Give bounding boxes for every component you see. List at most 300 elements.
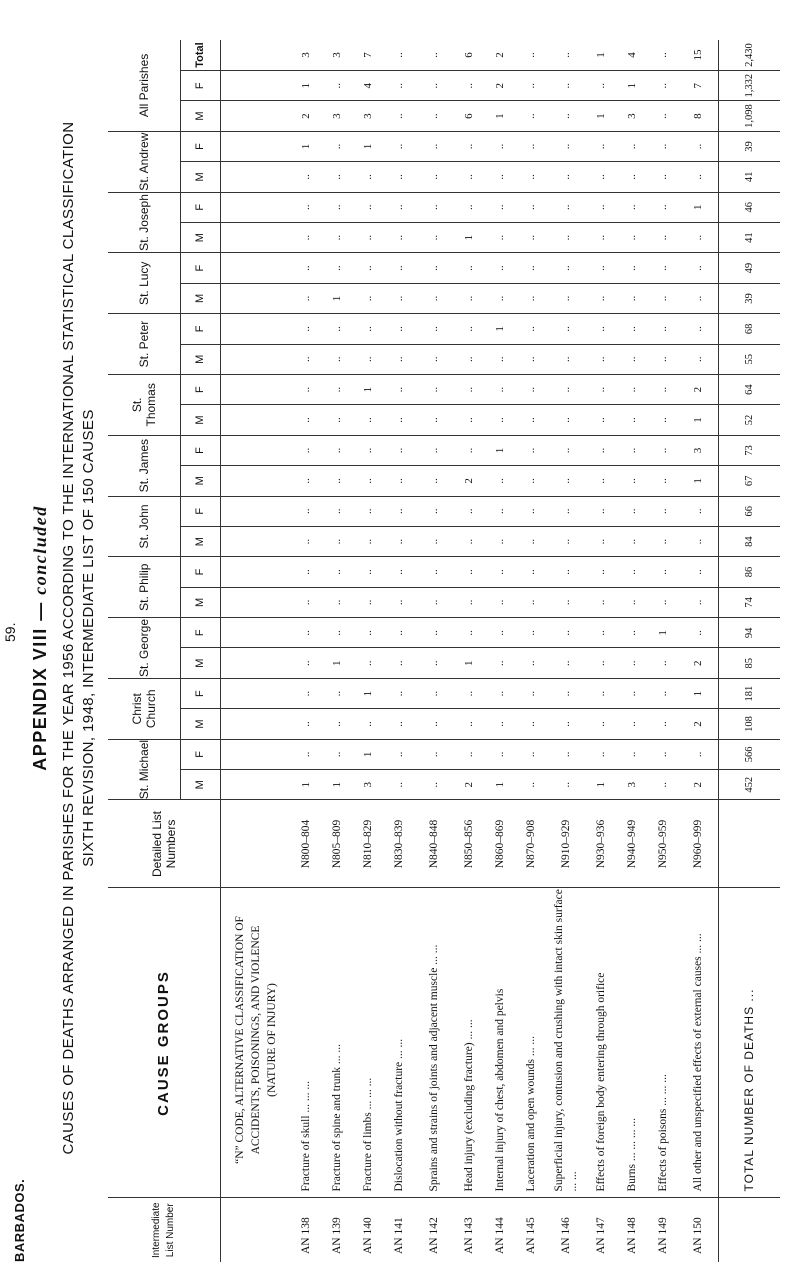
value-cell: ..: [454, 162, 485, 192]
value-cell: ..: [291, 222, 322, 252]
value-cell: ..: [321, 435, 352, 465]
value-cell: ..: [321, 405, 352, 435]
value-cell: ..: [546, 344, 586, 374]
value-cell: 2: [485, 71, 516, 101]
intermediate-code: AN 150: [692, 1217, 705, 1254]
blank-value-cell: [220, 162, 291, 192]
value-cell: ..: [414, 253, 454, 283]
value-cell: ..: [617, 253, 648, 283]
total-value-cell: 66: [718, 496, 780, 526]
value-cell: ..: [546, 709, 586, 739]
sex-header-f: F: [180, 678, 220, 708]
total-row: [718, 40, 780, 1262]
value-cell: ..: [352, 344, 383, 374]
sex-header-f: F: [180, 314, 220, 344]
value-cell: ..: [383, 526, 414, 556]
value-cell: ..: [414, 71, 454, 101]
value-cell: ..: [546, 222, 586, 252]
value-cell: ..: [321, 678, 352, 708]
table-row: [546, 40, 586, 1262]
total-value-cell: 41: [718, 162, 780, 192]
value-cell: ..: [617, 618, 648, 648]
value-cell: ..: [291, 374, 322, 404]
value-cell: ..: [586, 526, 617, 556]
value-cell: 15: [678, 40, 718, 71]
value-cell: 1: [291, 770, 322, 800]
value-cell: ..: [454, 374, 485, 404]
value-cell: ..: [586, 557, 617, 587]
sex-header-m: M: [180, 405, 220, 435]
value-cell: ..: [648, 557, 679, 587]
table-row: [383, 40, 414, 1262]
value-cell: ..: [485, 222, 516, 252]
value-cell: ..: [586, 374, 617, 404]
value-cell: ..: [515, 131, 546, 161]
blank-code-cell: [220, 1198, 291, 1262]
value-cell: ..: [546, 526, 586, 556]
value-cell: ..: [352, 526, 383, 556]
total-value-cell: 41: [718, 222, 780, 252]
parish-header-christ-church: Christ Church: [108, 678, 180, 739]
sex-header-f: F: [180, 253, 220, 283]
blank-value-cell: [220, 405, 291, 435]
value-cell: ..: [321, 314, 352, 344]
value-cell: ..: [352, 618, 383, 648]
intermediate-list-number-header: Intermediate List Number: [108, 1198, 220, 1262]
value-cell: ..: [617, 435, 648, 465]
value-cell: ..: [291, 192, 322, 222]
value-cell: ..: [617, 496, 648, 526]
total-value-cell: 85: [718, 648, 780, 678]
value-cell: ..: [485, 648, 516, 678]
value-cell: ..: [546, 253, 586, 283]
sex-header-m: M: [180, 344, 220, 374]
blank-value-cell: [220, 40, 291, 71]
value-cell: ..: [454, 71, 485, 101]
value-cell: ..: [291, 557, 322, 587]
value-cell: 1: [586, 770, 617, 800]
value-cell: ..: [648, 466, 679, 496]
value-cell: ..: [291, 739, 322, 769]
value-cell: ..: [383, 587, 414, 617]
value-cell: 1: [678, 466, 718, 496]
value-cell: ..: [586, 466, 617, 496]
value-cell: ..: [321, 131, 352, 161]
value-cell: ..: [648, 587, 679, 617]
sex-header-f: F: [180, 496, 220, 526]
value-cell: ..: [383, 770, 414, 800]
table-row: [648, 40, 679, 1262]
parish-header-st-andrew: St. Andrew: [108, 131, 180, 192]
blank-value-cell: [220, 192, 291, 222]
value-cell: ..: [515, 314, 546, 344]
value-cell: 1: [291, 131, 322, 161]
value-cell: ..: [352, 435, 383, 465]
value-cell: ..: [291, 678, 322, 708]
section-heading-line1: “N” CODE, ALTERNATIVE CLASSIFICATION OF: [233, 916, 246, 1164]
value-cell: ..: [291, 344, 322, 374]
value-cell: ..: [291, 709, 322, 739]
value-cell: ..: [678, 253, 718, 283]
value-cell: ..: [515, 222, 546, 252]
total-value-cell: 86: [718, 557, 780, 587]
value-cell: ..: [454, 253, 485, 283]
value-cell: ..: [678, 162, 718, 192]
sex-header-m: M: [180, 587, 220, 617]
value-cell: ..: [648, 770, 679, 800]
table-row: [678, 40, 718, 1262]
parish-header-st-john: St. John: [108, 496, 180, 557]
value-cell: ..: [546, 496, 586, 526]
value-cell: ..: [291, 283, 322, 313]
sex-header-f: F: [180, 435, 220, 465]
value-cell: ..: [648, 192, 679, 222]
value-cell: ..: [546, 131, 586, 161]
value-cell: ..: [515, 405, 546, 435]
value-cell: ..: [678, 587, 718, 617]
parish-header-st-lucy: St. Lucy: [108, 253, 180, 314]
total-value-cell: 52: [718, 405, 780, 435]
value-cell: ..: [352, 253, 383, 283]
sex-header-f: F: [180, 618, 220, 648]
value-cell: ..: [383, 192, 414, 222]
value-cell: ..: [648, 162, 679, 192]
value-cell: ..: [383, 374, 414, 404]
value-cell: ..: [586, 162, 617, 192]
value-cell: ..: [485, 557, 516, 587]
total-value-cell: 452: [718, 770, 780, 800]
sex-header-m: M: [180, 709, 220, 739]
blank-value-cell: [220, 709, 291, 739]
value-cell: ..: [515, 526, 546, 556]
total-value-cell: 566: [718, 739, 780, 769]
value-cell: ..: [586, 587, 617, 617]
section-heading-line3: (NATURE OF INJURY): [265, 983, 278, 1097]
detail-code: N950–959: [648, 800, 679, 888]
value-cell: ..: [454, 435, 485, 465]
value-cell: ..: [383, 557, 414, 587]
value-cell: ..: [648, 435, 679, 465]
value-cell: ..: [291, 253, 322, 283]
intermediate-code: AN 141: [392, 1217, 405, 1254]
value-cell: ..: [352, 496, 383, 526]
value-cell: 3: [291, 40, 322, 71]
value-cell: 4: [352, 71, 383, 101]
value-cell: ..: [586, 283, 617, 313]
value-cell: ..: [291, 648, 322, 678]
value-cell: ..: [352, 222, 383, 252]
value-cell: ..: [485, 526, 516, 556]
value-cell: ..: [383, 131, 414, 161]
blank-value-cell: [220, 253, 291, 283]
intermediate-code: AN 145: [524, 1217, 537, 1254]
value-cell: ..: [414, 739, 454, 769]
intermediate-code: AN 140: [361, 1217, 374, 1254]
value-cell: ..: [586, 131, 617, 161]
value-cell: ..: [546, 648, 586, 678]
value-cell: ..: [291, 496, 322, 526]
sex-header-m: M: [180, 648, 220, 678]
detailed-list-header: Detailed List Numbers: [108, 800, 220, 888]
value-cell: ..: [648, 526, 679, 556]
value-cell: 3: [352, 770, 383, 800]
value-cell: 6: [454, 40, 485, 71]
sex-header-f: F: [180, 374, 220, 404]
value-cell: ..: [454, 557, 485, 587]
value-cell: ..: [383, 71, 414, 101]
value-cell: ..: [454, 739, 485, 769]
value-cell: ..: [485, 253, 516, 283]
value-cell: ..: [414, 648, 454, 678]
value-cell: 1: [617, 71, 648, 101]
total-value-cell: 74: [718, 587, 780, 617]
value-cell: ..: [383, 40, 414, 71]
value-cell: ..: [352, 587, 383, 617]
value-cell: ..: [383, 344, 414, 374]
table-row: [321, 40, 352, 1262]
value-cell: ..: [383, 162, 414, 192]
value-cell: ..: [454, 618, 485, 648]
value-cell: ..: [485, 496, 516, 526]
value-cell: ..: [454, 587, 485, 617]
blank-value-cell: [220, 344, 291, 374]
total-value-cell: 46: [718, 192, 780, 222]
value-cell: ..: [321, 71, 352, 101]
value-cell: 2: [678, 374, 718, 404]
value-cell: 1: [321, 648, 352, 678]
value-cell: ..: [485, 709, 516, 739]
cause-label: Dislocation without fracture ... ...: [383, 888, 414, 1198]
value-cell: ..: [454, 678, 485, 708]
value-cell: ..: [678, 283, 718, 313]
value-cell: ..: [352, 466, 383, 496]
value-cell: ..: [648, 314, 679, 344]
value-cell: ..: [617, 557, 648, 587]
value-cell: ..: [383, 739, 414, 769]
value-cell: 2: [678, 648, 718, 678]
intermediate-code: AN 147: [595, 1217, 608, 1254]
table-row: [617, 40, 648, 1262]
value-cell: ..: [454, 405, 485, 435]
value-cell: ..: [383, 283, 414, 313]
sex-header-m: M: [180, 162, 220, 192]
value-cell: ..: [321, 162, 352, 192]
value-cell: 1: [678, 405, 718, 435]
parish-header-st-philip: St. Philip: [108, 557, 180, 618]
table-row: [414, 40, 454, 1262]
value-cell: 1: [678, 192, 718, 222]
value-cell: 1: [485, 101, 516, 131]
value-cell: ..: [546, 557, 586, 587]
detail-code: N870–908: [515, 800, 546, 888]
intermediate-code: AN 149: [657, 1217, 670, 1254]
detail-code: N850–856: [454, 800, 485, 888]
total-value-cell: 64: [718, 374, 780, 404]
value-cell: ..: [678, 739, 718, 769]
value-cell: ..: [515, 678, 546, 708]
value-cell: ..: [454, 344, 485, 374]
value-cell: ..: [321, 496, 352, 526]
value-cell: 1: [485, 314, 516, 344]
value-cell: 1: [454, 648, 485, 678]
total-value-cell: 2,430: [718, 40, 780, 71]
value-cell: ..: [648, 222, 679, 252]
value-cell: ..: [515, 466, 546, 496]
value-cell: ..: [678, 618, 718, 648]
blank-value-cell: [220, 618, 291, 648]
cause-label: Burns ... ... ... ...: [617, 888, 648, 1198]
value-cell: ..: [586, 678, 617, 708]
value-cell: ..: [678, 344, 718, 374]
table-title-line2: SIXTH REVISION, 1948, INTERMEDIATE LIST OF 150 CAUSES: [80, 409, 97, 867]
sex-header-m: M: [180, 466, 220, 496]
value-cell: ..: [321, 739, 352, 769]
value-cell: ..: [352, 283, 383, 313]
value-cell: ..: [546, 770, 586, 800]
value-cell: ..: [414, 101, 454, 131]
value-cell: ..: [414, 344, 454, 374]
value-cell: ..: [414, 283, 454, 313]
value-cell: ..: [321, 587, 352, 617]
value-cell: 1: [648, 618, 679, 648]
value-cell: ..: [648, 405, 679, 435]
value-cell: ..: [617, 283, 648, 313]
detail-code: N800–804: [291, 800, 322, 888]
value-cell: ..: [291, 314, 322, 344]
sex-header-f: F: [180, 192, 220, 222]
value-cell: ..: [414, 557, 454, 587]
total-value-cell: 94: [718, 618, 780, 648]
total-value-cell: 1,098: [718, 101, 780, 131]
value-cell: ..: [454, 526, 485, 556]
value-cell: ..: [414, 314, 454, 344]
intermediate-code: AN 138: [299, 1217, 312, 1254]
total-value-cell: 55: [718, 344, 780, 374]
value-cell: ..: [586, 222, 617, 252]
value-cell: ..: [414, 496, 454, 526]
value-cell: ..: [617, 526, 648, 556]
value-cell: ..: [617, 709, 648, 739]
value-cell: 3: [321, 101, 352, 131]
table-title-line1: CAUSES OF DEATHS ARRANGED IN PARISHES FOR THE YEAR 1956 ACCORDING TO THE INTERNATIONAL STATISTICAL CLASSIFICATION: [60, 121, 77, 1155]
value-cell: 2: [678, 709, 718, 739]
sex-header-f: F: [180, 557, 220, 587]
parish-header-st-james: St. James: [108, 435, 180, 496]
blank-value-cell: [220, 739, 291, 769]
intermediate-code: AN 142: [427, 1217, 440, 1254]
value-cell: ..: [648, 344, 679, 374]
deaths-table: [108, 40, 780, 1262]
value-cell: 2: [454, 770, 485, 800]
value-cell: ..: [291, 405, 322, 435]
value-cell: ..: [648, 739, 679, 769]
value-cell: ..: [515, 40, 546, 71]
value-cell: ..: [352, 162, 383, 192]
value-cell: 1: [321, 283, 352, 313]
sex-header-f: F: [180, 131, 220, 161]
value-cell: ..: [454, 496, 485, 526]
value-cell: ..: [617, 374, 648, 404]
value-cell: ..: [352, 557, 383, 587]
value-cell: ..: [383, 678, 414, 708]
cause-label: Fracture of skull ... ... ...: [291, 888, 322, 1198]
blank-value-cell: [220, 648, 291, 678]
sex-header-m: M: [180, 101, 220, 131]
value-cell: ..: [352, 405, 383, 435]
value-cell: ..: [586, 435, 617, 465]
value-cell: ..: [383, 496, 414, 526]
table-row: [485, 40, 516, 1262]
value-cell: 1: [678, 678, 718, 708]
total-value-cell: 67: [718, 466, 780, 496]
value-cell: ..: [648, 496, 679, 526]
value-cell: ..: [515, 557, 546, 587]
value-cell: ..: [352, 192, 383, 222]
value-cell: ..: [586, 253, 617, 283]
value-cell: ..: [515, 101, 546, 131]
value-cell: ..: [648, 374, 679, 404]
value-cell: ..: [546, 374, 586, 404]
value-cell: ..: [321, 222, 352, 252]
country-label: BARBADOS.: [12, 1178, 27, 1262]
value-cell: ..: [321, 557, 352, 587]
value-cell: ..: [515, 496, 546, 526]
blank-value-cell: [220, 283, 291, 313]
value-cell: ..: [485, 374, 516, 404]
value-cell: ..: [546, 435, 586, 465]
cause-label: Effects of foreign body entering through orifice: [586, 888, 617, 1198]
table-row: [291, 40, 322, 1262]
value-cell: ..: [546, 71, 586, 101]
value-cell: ..: [321, 374, 352, 404]
value-cell: ..: [617, 648, 648, 678]
value-cell: ..: [648, 283, 679, 313]
value-cell: ..: [414, 770, 454, 800]
value-cell: 4: [617, 40, 648, 71]
value-cell: ..: [414, 526, 454, 556]
value-cell: ..: [485, 344, 516, 374]
cause-label: Internal injury of chest, abdomen and pelvis: [485, 888, 516, 1198]
total-value-cell: 181: [718, 678, 780, 708]
cause-label: Superficial injury, contusion and crushing with intact skin surface ... ...: [546, 888, 586, 1198]
value-cell: ..: [485, 466, 516, 496]
total-value-cell: 68: [718, 314, 780, 344]
blank-value-cell: [220, 466, 291, 496]
detail-code: N930–936: [586, 800, 617, 888]
value-cell: ..: [515, 253, 546, 283]
value-cell: ..: [485, 587, 516, 617]
value-cell: ..: [617, 405, 648, 435]
value-cell: 7: [352, 40, 383, 71]
value-cell: ..: [546, 101, 586, 131]
intermediate-code: AN 146: [560, 1217, 573, 1254]
value-cell: ..: [321, 466, 352, 496]
value-cell: ..: [586, 739, 617, 769]
blank-value-cell: [220, 374, 291, 404]
blank-value-cell: [220, 314, 291, 344]
value-cell: ..: [678, 496, 718, 526]
value-cell: ..: [546, 40, 586, 71]
value-cell: 1: [321, 770, 352, 800]
value-cell: ..: [648, 101, 679, 131]
cause-groups-header: CAUSE GROUPS: [108, 888, 220, 1198]
value-cell: ..: [485, 618, 516, 648]
value-cell: ..: [414, 222, 454, 252]
blank-value-cell: [220, 101, 291, 131]
value-cell: ..: [617, 222, 648, 252]
value-cell: 2: [291, 101, 322, 131]
detail-code: N910–929: [546, 800, 586, 888]
